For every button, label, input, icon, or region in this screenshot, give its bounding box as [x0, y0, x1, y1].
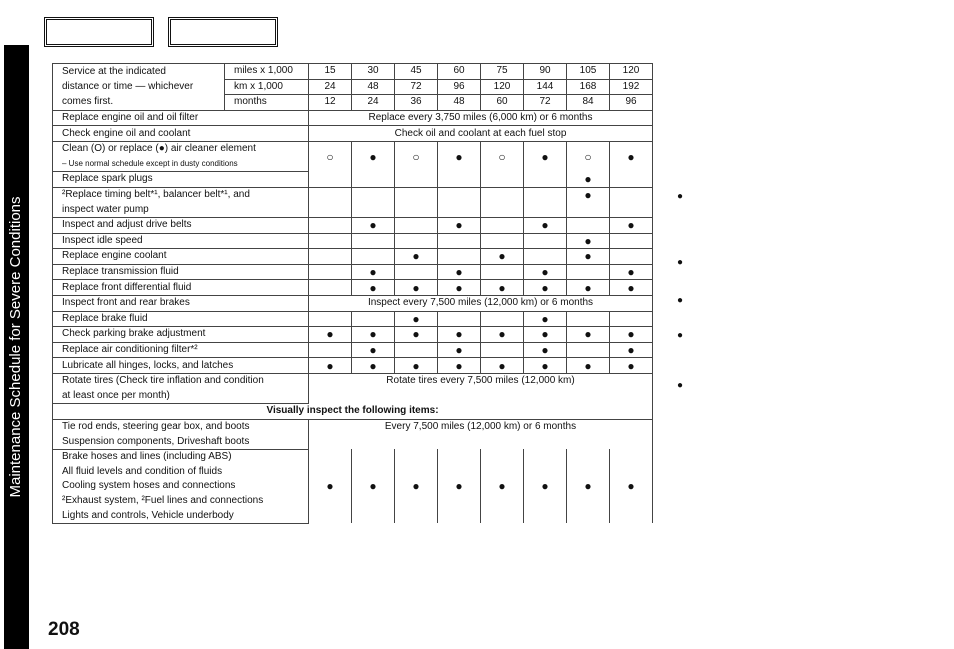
header-service-text: Service at the indicated: [53, 64, 225, 80]
service-mark: [352, 233, 395, 249]
service-mark: ●: [309, 358, 352, 374]
service-mark: [567, 311, 610, 327]
section-header-row: [53, 404, 653, 420]
service-mark: ●: [438, 264, 481, 280]
service-mark: ●: [438, 358, 481, 374]
table-row: [53, 295, 653, 311]
interval-cell: 105: [567, 64, 610, 80]
table-row: [53, 249, 653, 265]
item-label: Replace brake fluid: [53, 311, 309, 327]
table-row: [53, 202, 653, 217]
service-mark: ●: [524, 449, 567, 523]
header-service-text: distance or time — whichever: [53, 79, 225, 95]
interval-cell: 48: [438, 95, 481, 111]
service-mark: ●: [610, 217, 653, 233]
table-row: [53, 110, 653, 126]
service-mark: ●: [567, 187, 610, 202]
header-row-months: [53, 95, 653, 111]
item-label: Replace transmission fluid: [53, 264, 309, 280]
service-mark: ●: [481, 358, 524, 374]
interval-cell: 45: [395, 64, 438, 80]
table-row: [53, 373, 653, 388]
service-mark: [438, 233, 481, 249]
service-mark: [610, 187, 653, 202]
header-unit: km x 1,000: [225, 79, 309, 95]
service-mark: [309, 217, 352, 233]
service-mark: ●: [438, 141, 481, 171]
service-mark: ●: [438, 217, 481, 233]
table-row: [53, 264, 653, 280]
item-label: All fluid levels and condition of fluids: [53, 464, 309, 479]
service-mark: [438, 311, 481, 327]
item-label: Brake hoses and lines (including ABS): [53, 449, 309, 464]
service-mark: [524, 233, 567, 249]
item-label: Cooling system hoses and connections: [53, 479, 309, 494]
header-tab-box-2: [168, 17, 278, 47]
service-mark: [309, 233, 352, 249]
item-sublabel: – Use normal schedule except in dusty conditions: [53, 157, 309, 172]
service-mark: [567, 217, 610, 233]
service-mark: [309, 187, 352, 202]
table-row: [53, 449, 653, 464]
interval-note: Check oil and coolant at each fuel stop: [309, 126, 653, 142]
service-mark: ●: [524, 264, 567, 280]
table-row: [53, 280, 653, 296]
service-mark: ●: [524, 342, 567, 358]
item-label: Lubricate all hinges, locks, and latches: [53, 358, 309, 374]
service-mark: [438, 249, 481, 265]
header-tab-box-1: [44, 17, 154, 47]
service-mark: [481, 172, 524, 188]
header-unit: months: [225, 95, 309, 111]
service-mark: [352, 187, 395, 202]
interval-cell: 60: [481, 95, 524, 111]
service-mark: ●: [481, 280, 524, 296]
service-mark: [567, 264, 610, 280]
interval-note: Replace every 3,750 miles (6,000 km) or 6 months: [309, 110, 653, 126]
margin-bullet: ●: [677, 257, 684, 268]
margin-bullet: ●: [677, 380, 684, 391]
item-label: Replace engine coolant: [53, 249, 309, 265]
service-mark: [395, 342, 438, 358]
item-label: Inspect front and rear brakes: [53, 295, 309, 311]
service-mark: ●: [567, 280, 610, 296]
service-mark: [395, 187, 438, 202]
interval-cell: 72: [395, 79, 438, 95]
service-mark: [395, 172, 438, 188]
sidebar-title: Maintenance Schedule for Severe Conditions: [7, 196, 24, 498]
service-mark: ●: [524, 141, 567, 171]
interval-cell: 192: [610, 79, 653, 95]
service-mark: ○: [567, 141, 610, 171]
service-mark: [438, 172, 481, 188]
item-label: inspect water pump: [53, 202, 309, 217]
interval-cell: 36: [395, 95, 438, 111]
service-mark: ●: [524, 280, 567, 296]
sidebar: [4, 45, 29, 649]
item-label: Replace front differential fluid: [53, 280, 309, 296]
service-mark: ●: [610, 141, 653, 171]
service-mark: ●: [309, 327, 352, 343]
table-row: [53, 126, 653, 142]
service-mark: [309, 249, 352, 265]
service-mark: ○: [481, 141, 524, 171]
service-mark: [352, 172, 395, 188]
item-label: Tie rod ends, steering gear box, and boots: [53, 419, 309, 434]
header-row-miles: [53, 64, 653, 80]
service-mark: ●: [438, 449, 481, 523]
service-mark: ●: [610, 342, 653, 358]
service-mark: ●: [481, 449, 524, 523]
interval-cell: 96: [610, 95, 653, 111]
service-mark: ●: [524, 217, 567, 233]
service-mark: ●: [395, 327, 438, 343]
service-mark: [352, 249, 395, 265]
margin-bullet: ●: [677, 295, 684, 306]
service-mark: ●: [309, 449, 352, 523]
service-mark: ●: [352, 342, 395, 358]
service-mark: ●: [352, 449, 395, 523]
interval-cell: 72: [524, 95, 567, 111]
header-service-text: comes first.: [53, 95, 225, 111]
service-mark: [524, 172, 567, 188]
item-label: Lights and controls, Vehicle underbody: [53, 508, 309, 523]
service-mark: ●: [352, 141, 395, 171]
item-label: Inspect and adjust drive belts: [53, 217, 309, 233]
service-mark: ●: [395, 311, 438, 327]
margin-bullet: ●: [677, 191, 684, 202]
service-mark: [567, 342, 610, 358]
header-unit: miles x 1,000: [225, 64, 309, 80]
service-mark: [309, 172, 352, 188]
service-mark: ●: [352, 217, 395, 233]
service-mark: ●: [567, 449, 610, 523]
service-mark: [481, 311, 524, 327]
item-label: Replace engine oil and oil filter: [53, 110, 309, 126]
service-mark: [309, 342, 352, 358]
service-mark: ●: [524, 311, 567, 327]
table-row: [53, 187, 653, 202]
table-row: [53, 217, 653, 233]
header-row-km: [53, 79, 653, 95]
item-label: Inspect idle speed: [53, 233, 309, 249]
table-row: [53, 141, 653, 156]
service-mark: ●: [524, 358, 567, 374]
interval-cell: 168: [567, 79, 610, 95]
interval-cell: 75: [481, 64, 524, 80]
item-label: Replace spark plugs: [53, 172, 309, 188]
service-mark: ●: [395, 358, 438, 374]
service-mark: ●: [395, 449, 438, 523]
interval-cell: 30: [352, 64, 395, 80]
service-mark: [395, 233, 438, 249]
service-mark: [395, 217, 438, 233]
service-mark: [309, 280, 352, 296]
service-mark: [395, 264, 438, 280]
service-mark: [309, 311, 352, 327]
margin-bullet: ●: [677, 330, 684, 341]
service-mark: ●: [610, 358, 653, 374]
service-mark: [481, 264, 524, 280]
service-mark: ●: [352, 327, 395, 343]
table-row: [53, 311, 653, 327]
interval-cell: 60: [438, 64, 481, 80]
service-mark: ●: [524, 327, 567, 343]
table-row: [53, 358, 653, 374]
service-mark: ●: [352, 264, 395, 280]
service-mark: [481, 217, 524, 233]
service-mark: ●: [610, 280, 653, 296]
interval-cell: 90: [524, 64, 567, 80]
interval-cell: 15: [309, 64, 352, 80]
service-mark: ●: [567, 358, 610, 374]
item-label: Check engine oil and coolant: [53, 126, 309, 142]
service-mark: ●: [352, 358, 395, 374]
service-mark: [309, 264, 352, 280]
service-mark: ○: [395, 141, 438, 171]
service-mark: [610, 311, 653, 327]
interval-cell: 120: [481, 79, 524, 95]
interval-note: Rotate tires every 7,500 miles (12,000 km): [309, 373, 653, 403]
section-header: Visually inspect the following items:: [53, 404, 653, 420]
service-mark: [481, 233, 524, 249]
interval-cell: 12: [309, 95, 352, 111]
service-mark: [481, 342, 524, 358]
service-mark: ●: [395, 280, 438, 296]
service-mark: ●: [567, 172, 610, 188]
interval-cell: 48: [352, 79, 395, 95]
service-mark: ●: [610, 449, 653, 523]
service-mark: [481, 187, 524, 202]
item-label: ²Exhaust system, ²Fuel lines and connections: [53, 494, 309, 509]
service-mark: ●: [567, 249, 610, 265]
item-label: ²Replace timing belt*¹, balancer belt*¹, and: [53, 187, 309, 202]
interval-cell: 24: [309, 79, 352, 95]
service-mark: [524, 249, 567, 265]
service-mark: ●: [567, 233, 610, 249]
service-mark: [524, 187, 567, 202]
interval-cell: 96: [438, 79, 481, 95]
item-label: Replace air conditioning filter*²: [53, 342, 309, 358]
interval-note: Inspect every 7,500 miles (12,000 km) or 6 months: [309, 295, 653, 311]
table-row: [53, 419, 653, 434]
service-mark: ●: [481, 327, 524, 343]
item-label: Clean (O) or replace (●) air cleaner element: [53, 141, 309, 156]
interval-cell: 24: [352, 95, 395, 111]
service-mark: ●: [438, 327, 481, 343]
service-mark: [610, 233, 653, 249]
service-mark: [610, 249, 653, 265]
table-row: [53, 172, 653, 188]
item-label: Check parking brake adjustment: [53, 327, 309, 343]
service-mark: ●: [567, 327, 610, 343]
service-mark: ●: [438, 280, 481, 296]
item-label: Rotate tires (Check tire inflation and condition: [53, 373, 309, 388]
interval-cell: 144: [524, 79, 567, 95]
table-row: [53, 342, 653, 358]
service-mark: ○: [309, 141, 352, 171]
table-row: [53, 327, 653, 343]
service-mark: [610, 172, 653, 188]
service-mark: ●: [395, 249, 438, 265]
table-row: [53, 233, 653, 249]
item-label: at least once per month): [53, 388, 309, 403]
interval-cell: 84: [567, 95, 610, 111]
maintenance-table: [52, 63, 653, 524]
service-mark: ●: [438, 342, 481, 358]
service-mark: [438, 187, 481, 202]
service-mark: ●: [481, 249, 524, 265]
service-mark: ●: [610, 264, 653, 280]
service-mark: ●: [352, 280, 395, 296]
interval-cell: 120: [610, 64, 653, 80]
service-mark: ●: [610, 327, 653, 343]
page-number: 208: [48, 619, 80, 640]
interval-note: Every 7,500 miles (12,000 km) or 6 months: [309, 419, 653, 449]
service-mark: [352, 311, 395, 327]
item-label: Suspension components, Driveshaft boots: [53, 434, 309, 449]
